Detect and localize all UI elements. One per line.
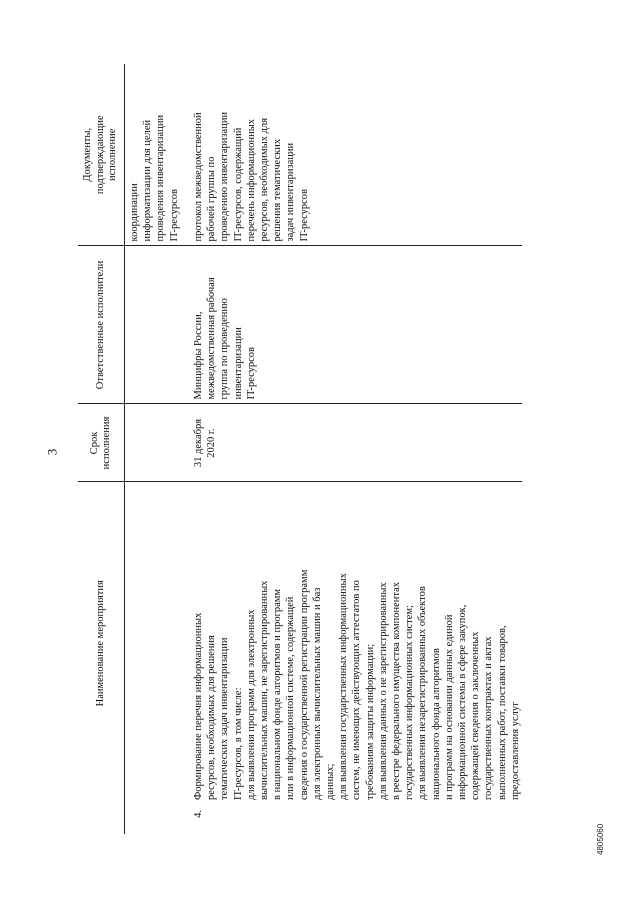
row-name-line: в реестре федерального имущества компонентах [391,581,403,800]
cont-term-cell [125,404,187,482]
row-number: 4. [193,810,204,818]
page-number: 3 [44,448,60,456]
row-documents-line: рабочей группы по [206,156,218,242]
row-name-line: для выявления незарегистрированных объектов [417,586,429,800]
row-executors-cell [186,246,522,404]
header-executors: Ответственные исполнители [78,246,125,404]
table-header-row [78,64,125,834]
row-documents-line: перечень информационных [245,118,257,242]
header-documents [78,64,125,246]
cont-documents-cell [125,64,187,246]
document-code: 4805060 [596,823,605,855]
row-name-line: вычислительных машин, не зарегистрированных [259,580,271,800]
row-name-line: сведения о государственной регистрации программ [298,569,310,800]
continuation-row [125,64,187,834]
row-executors-line: Минцифры России, [193,311,204,400]
row-name-line: тематических задач инвентаризации [219,637,231,800]
header-documents-line: Документы, [82,127,94,182]
row-name-line: или в информационной системе, содержащей [285,596,297,800]
row-name-line: ресурсов, необходимых для решения [206,635,218,800]
activities-table [78,64,522,834]
row-name-line: систем, не имеющих действующих аттестатов по [351,580,363,800]
header-name: Наименование мероприятия [78,482,125,804]
table-row-4 [186,64,522,834]
row-name-line: предоставления услуг [509,701,521,800]
row-name-line: для электронных вычислительных машин и баз [311,587,323,800]
row-name-line: для выявления данных о не зарегистрированных [377,582,389,800]
row-documents-line: IT-ресурсов [298,188,310,242]
row-name-cell [186,482,522,804]
header-term-line: Срок [88,431,100,455]
row-executors-line: межведомственная рабочая [206,277,218,400]
row-name-line: в национальном фонде алгоритмов и программ [272,588,284,800]
row-executors-line: инвентаризации [232,327,244,400]
row-name-line: IT-ресурсов, в том числе: [232,687,244,800]
header-documents-line: исполнение [107,128,119,181]
row-documents-line: IT-ресурсов, содержащий [232,127,244,242]
row-documents-line: протокол межведомственной [193,112,204,242]
cont-number-cell [125,804,187,834]
row-documents-cell [186,64,522,246]
row-name-line: Формирование перечня информационных [193,612,204,800]
cont-documents-line: IT-ресурсов [168,188,180,242]
header-documents-line: подтверждающие [94,115,106,195]
row-name-line: содержащей сведения о заключенных [470,631,482,800]
header-number [78,804,125,834]
row-name-line: и программ на основании данных единой [443,614,455,800]
header-term [78,404,125,482]
row-documents-line: проведению инвентаризации [219,111,231,242]
row-term-cell [186,404,522,482]
row-name-line: информационной системы в сфере закупок, [457,604,469,800]
row-name-line: выполненных работ, поставки товаров, [496,625,508,800]
row-term-line: 31 декабря [193,418,204,468]
cont-documents-line: информатизации для целей [142,119,154,242]
row-name-line: требованиям защиты информации; [364,643,376,800]
row-name-line: государственных контрактах и актах [483,636,495,800]
header-term-line: исполнения [101,416,112,470]
cont-documents-line: проведения инвентаризации [155,114,167,242]
row-term-line: 2020 г. [206,428,218,458]
row-documents-line: ресурсов, необходимых для [259,117,271,242]
row-executors-line: IT-ресурсов [245,346,257,400]
row-name-line: для выявления государственных информационных [338,573,350,800]
row-name-line: для выявления программ для электронных [245,609,257,800]
row-documents-line: задач инвентаризации [285,142,297,242]
row-executors-line: группа по проведению [219,298,231,400]
row-name-line: государственных информационных систем; [404,605,416,800]
cont-executors-cell [125,246,187,404]
cont-documents-line: координации [129,183,140,242]
row-documents-line: решения тематических [272,138,284,242]
row-name-line: данных; [325,763,337,800]
cont-name-cell [125,482,187,804]
row-name-line: национального фонда алгоритмов [430,648,442,800]
document-sheet [78,64,598,834]
